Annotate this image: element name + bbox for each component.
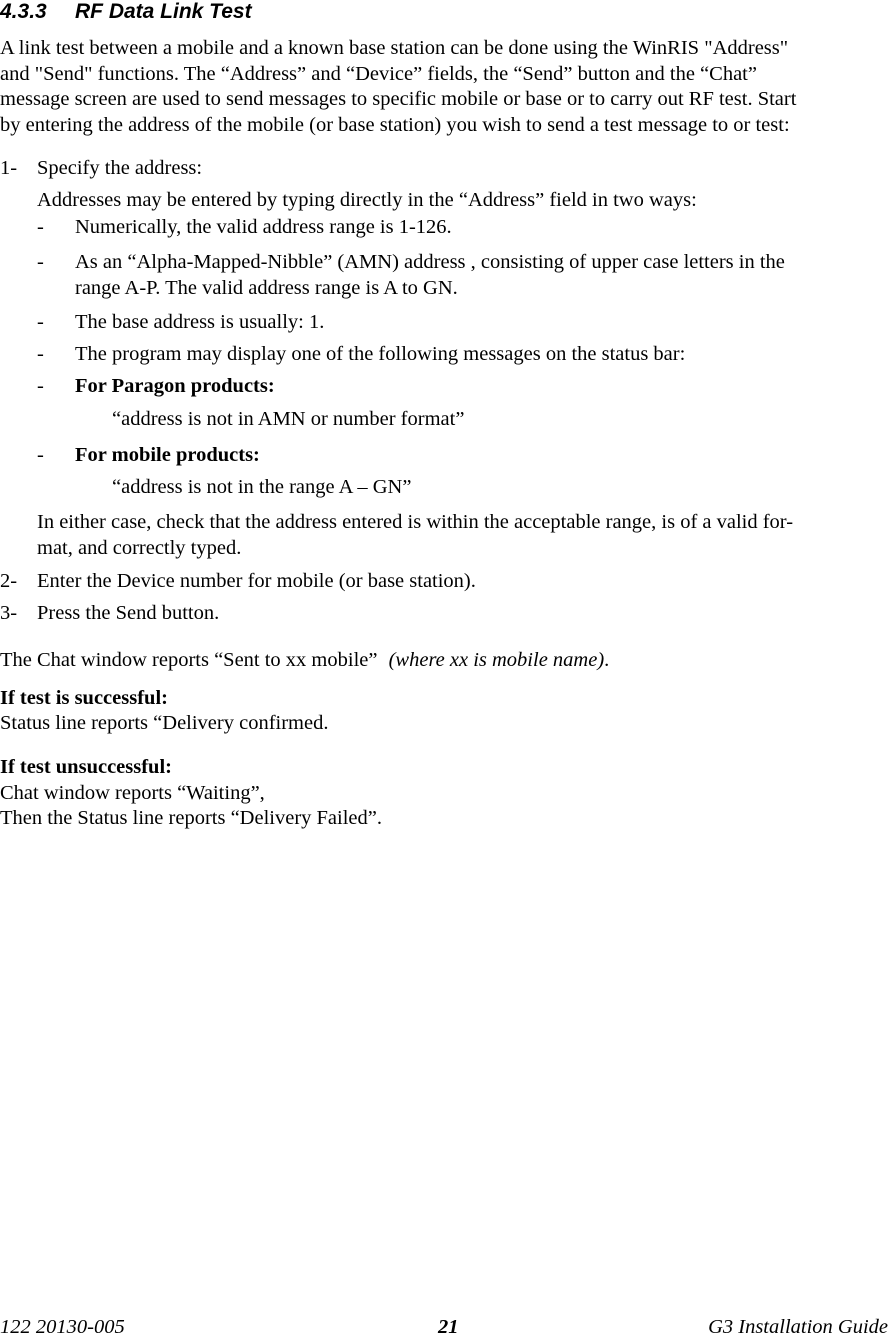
footer-doc-number: 122 20130-005 <box>0 1316 125 1338</box>
bullet-marker: - <box>37 311 44 333</box>
step-2-text: Enter the Device number for mobile (or base station). <box>37 570 476 592</box>
paragon-label: For Paragon products: <box>75 375 275 397</box>
intro-line: A link test between a mobile and a known base station can be done using the WinRIS "Address" <box>0 37 789 59</box>
chat-report-note: (where xx is mobile name) <box>388 649 605 671</box>
bullet-marker: - <box>37 251 44 273</box>
section-title: RF Data Link Test <box>75 0 252 23</box>
chat-report-end: . <box>604 649 610 671</box>
step-3-text: Press the Send button. <box>37 602 220 624</box>
bullet-text: As an “Alpha-Mapped-Nibble” (AMN) address , consisting of upper case letters in the <box>75 251 785 273</box>
bullet-marker: - <box>37 444 44 466</box>
intro-line: by entering the address of the mobile (or base station) you wish to send a test message to or test: <box>0 113 790 136</box>
chat-report-line <box>0 648 609 674</box>
failure-line: Then the Status line reports “Delivery Failed”. <box>0 807 382 829</box>
step-3-marker: 3- <box>0 602 18 624</box>
failure-line: Chat window reports “Waiting”, <box>0 782 265 804</box>
paragon-message: “address is not in AMN or number format” <box>112 408 465 430</box>
failure-label: If test unsuccessful: <box>0 756 172 778</box>
footer-page-number: 21 <box>438 1316 459 1338</box>
mobile-message: “address is not in the range A – GN” <box>112 476 412 498</box>
intro-line: message screen are used to send messages to specific mobile or base or to carry out RF test. Start <box>0 88 797 110</box>
bullet-marker: - <box>37 343 44 365</box>
intro-paragraph <box>0 36 894 138</box>
footer-guide-title: G3 Installation Guide <box>708 1316 888 1338</box>
bullet-text: The base address is usually: 1. <box>75 311 325 333</box>
bullet-text-continued: range A-P. The valid address range is A to GN. <box>75 277 458 299</box>
bullet-marker: - <box>37 375 44 397</box>
step-1-sub-intro: Addresses may be entered by typing directly in the “Address” field in two ways: <box>37 189 697 211</box>
either-case-line: mat, and correctly typed. <box>37 537 242 559</box>
section-heading <box>0 0 252 24</box>
bullet-marker: - <box>37 216 44 238</box>
step-1-marker: 1- <box>0 157 18 179</box>
step-2-marker: 2- <box>0 570 18 592</box>
bullet-text: The program may display one of the following messages on the status bar: <box>75 343 686 365</box>
chat-report-text: The Chat window reports “Sent to xx mobile” <box>0 649 378 671</box>
step-1-text: Specify the address: <box>37 157 203 179</box>
section-number: 4.3.3 <box>0 0 47 23</box>
success-label: If test is successful: <box>0 687 168 709</box>
intro-line: and "Send" functions. The “Address” and “Device” fields, the “Send” button and the “Chat” <box>0 62 757 85</box>
mobile-label: For mobile products: <box>75 444 260 466</box>
bullet-text: Numerically, the valid address range is 1-126. <box>75 216 452 238</box>
either-case-line: In either case, check that the address entered is within the acceptable range, is of a valid for- <box>37 511 794 533</box>
success-text: Status line reports “Delivery confirmed. <box>0 712 329 734</box>
